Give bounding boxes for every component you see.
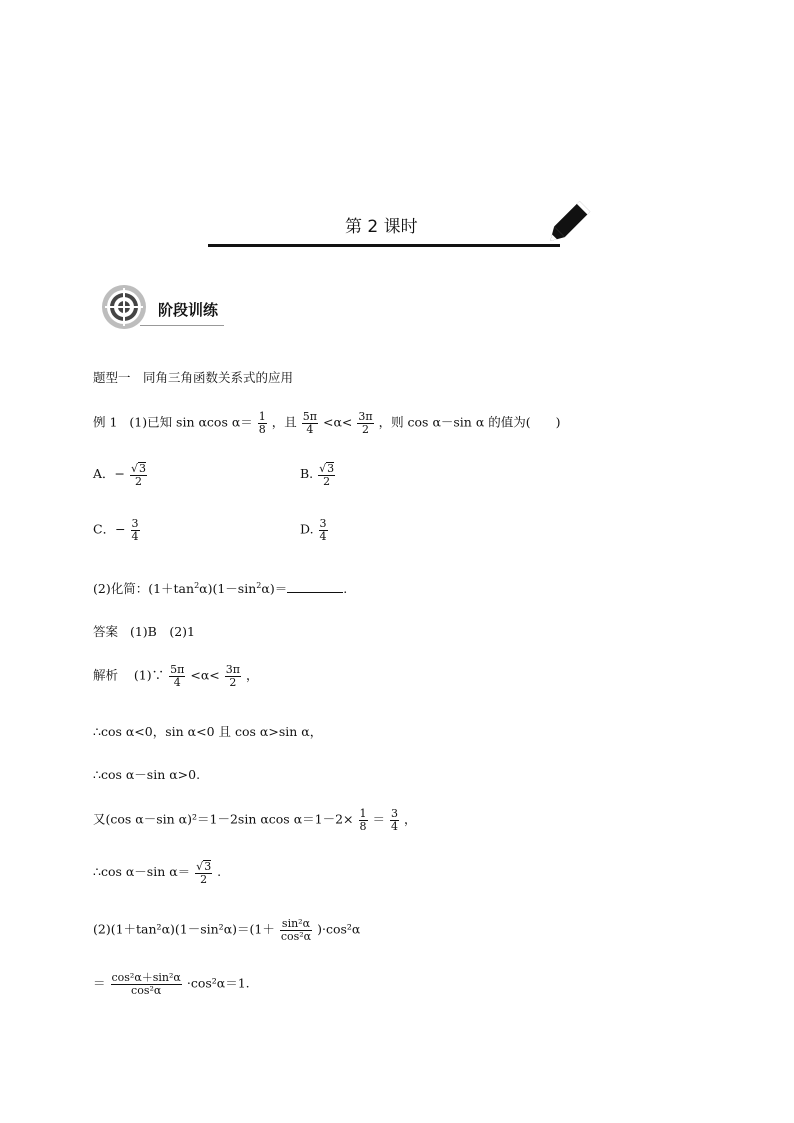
fraction: $\frac{5\pi}{4}$: [302, 410, 317, 436]
fraction: $\frac{1}{8}$: [258, 410, 266, 436]
target-icon: [101, 284, 147, 330]
option-b[interactable]: B. $\frac{√3}{2}$: [300, 462, 335, 488]
fraction: $\frac{√3}{2}$: [196, 860, 212, 886]
fraction: $\frac{3}{4}$: [319, 517, 327, 543]
answer-line: [93, 622, 195, 640]
solution-line-4: 又(cos α－sin α)²＝1－2sin αcos α＝1－2× $\frac{1}{8}$ ＝ $\frac{3}{4}$ ，: [93, 807, 417, 833]
solution-line-5: ∴cos α－sin α＝ $\frac{√3}{2}$ .: [93, 860, 222, 886]
fraction: $\frac{3\pi}{2}$: [358, 410, 373, 436]
problem-type-heading: 题型一 同角三角函数关系式的应用: [93, 370, 294, 385]
option-a[interactable]: A．− $\frac{√3}{2}$: [93, 462, 147, 488]
answer-text: (1)B (2)1: [129, 624, 195, 639]
option-d[interactable]: D. $\frac{3}{4}$: [300, 517, 327, 543]
fraction: $\frac{3}{4}$: [391, 807, 398, 833]
fraction: $\frac{5\pi}{4}$: [170, 663, 185, 689]
example-question-1: [93, 411, 561, 435]
fraction: $\frac{3}{4}$: [131, 517, 139, 543]
option-c[interactable]: C．− $\frac{3}{4}$: [93, 517, 139, 543]
section-title: 阶段训练: [158, 301, 219, 319]
q1-text-1: (1)已知 sin αcos α＝: [129, 414, 253, 430]
solution-line-1: 解析 (1)∵ $\frac{5\pi}{4}$ <α< $\frac{3\pi}{2}$ ，: [93, 663, 259, 689]
solution-label: 解析: [93, 667, 119, 683]
fraction: $\frac{\text{cos²α＋sin²α}}{\text{cos²α}}$: [111, 971, 181, 997]
answer-label: 答案: [93, 624, 119, 639]
section-underline: [140, 325, 224, 326]
fraction: $\frac{\text{sin²α}}{\text{cos²α}}$: [280, 917, 312, 943]
solution-line-7: ＝ $\frac{\text{cos²α＋sin²α}}{\text{cos²α}}$ ·cos²α＝1.: [93, 971, 250, 997]
lesson-title: 第 2 课时: [345, 217, 418, 237]
pencil-icon: [543, 196, 595, 250]
q1-text-3: <α<: [322, 414, 353, 430]
fraction: $\frac{√3}{2}$: [131, 462, 147, 488]
fraction: $\frac{1}{8}$: [359, 807, 367, 833]
fraction: $\frac{3\pi}{2}$: [225, 663, 240, 689]
solution-line-6: (2)(1＋tan²α)(1－sin²α)＝(1＋ $\frac{\text{sin²α}}{\text{cos²α}}$ )·cos²α: [93, 917, 361, 943]
fraction: $\frac{√3}{2}$: [319, 462, 335, 488]
example-label: 例 1: [93, 414, 118, 430]
title-underline: [208, 244, 560, 247]
answer-blank[interactable]: [287, 580, 343, 593]
q1-text-4: ，则 cos α－sin α 的值为( ): [378, 414, 561, 430]
solution-line-3: ∴cos α－sin α>0.: [93, 767, 201, 782]
q1-text-2: ，且: [271, 414, 297, 430]
example-question-2: (2)化简：$(1+\tan^2\alpha)(1-\sin^2\alpha)=$ .: [93, 580, 348, 596]
solution-line-2: ∴cos α<0，sin α<0 且 cos α>sin α，: [93, 724, 323, 739]
